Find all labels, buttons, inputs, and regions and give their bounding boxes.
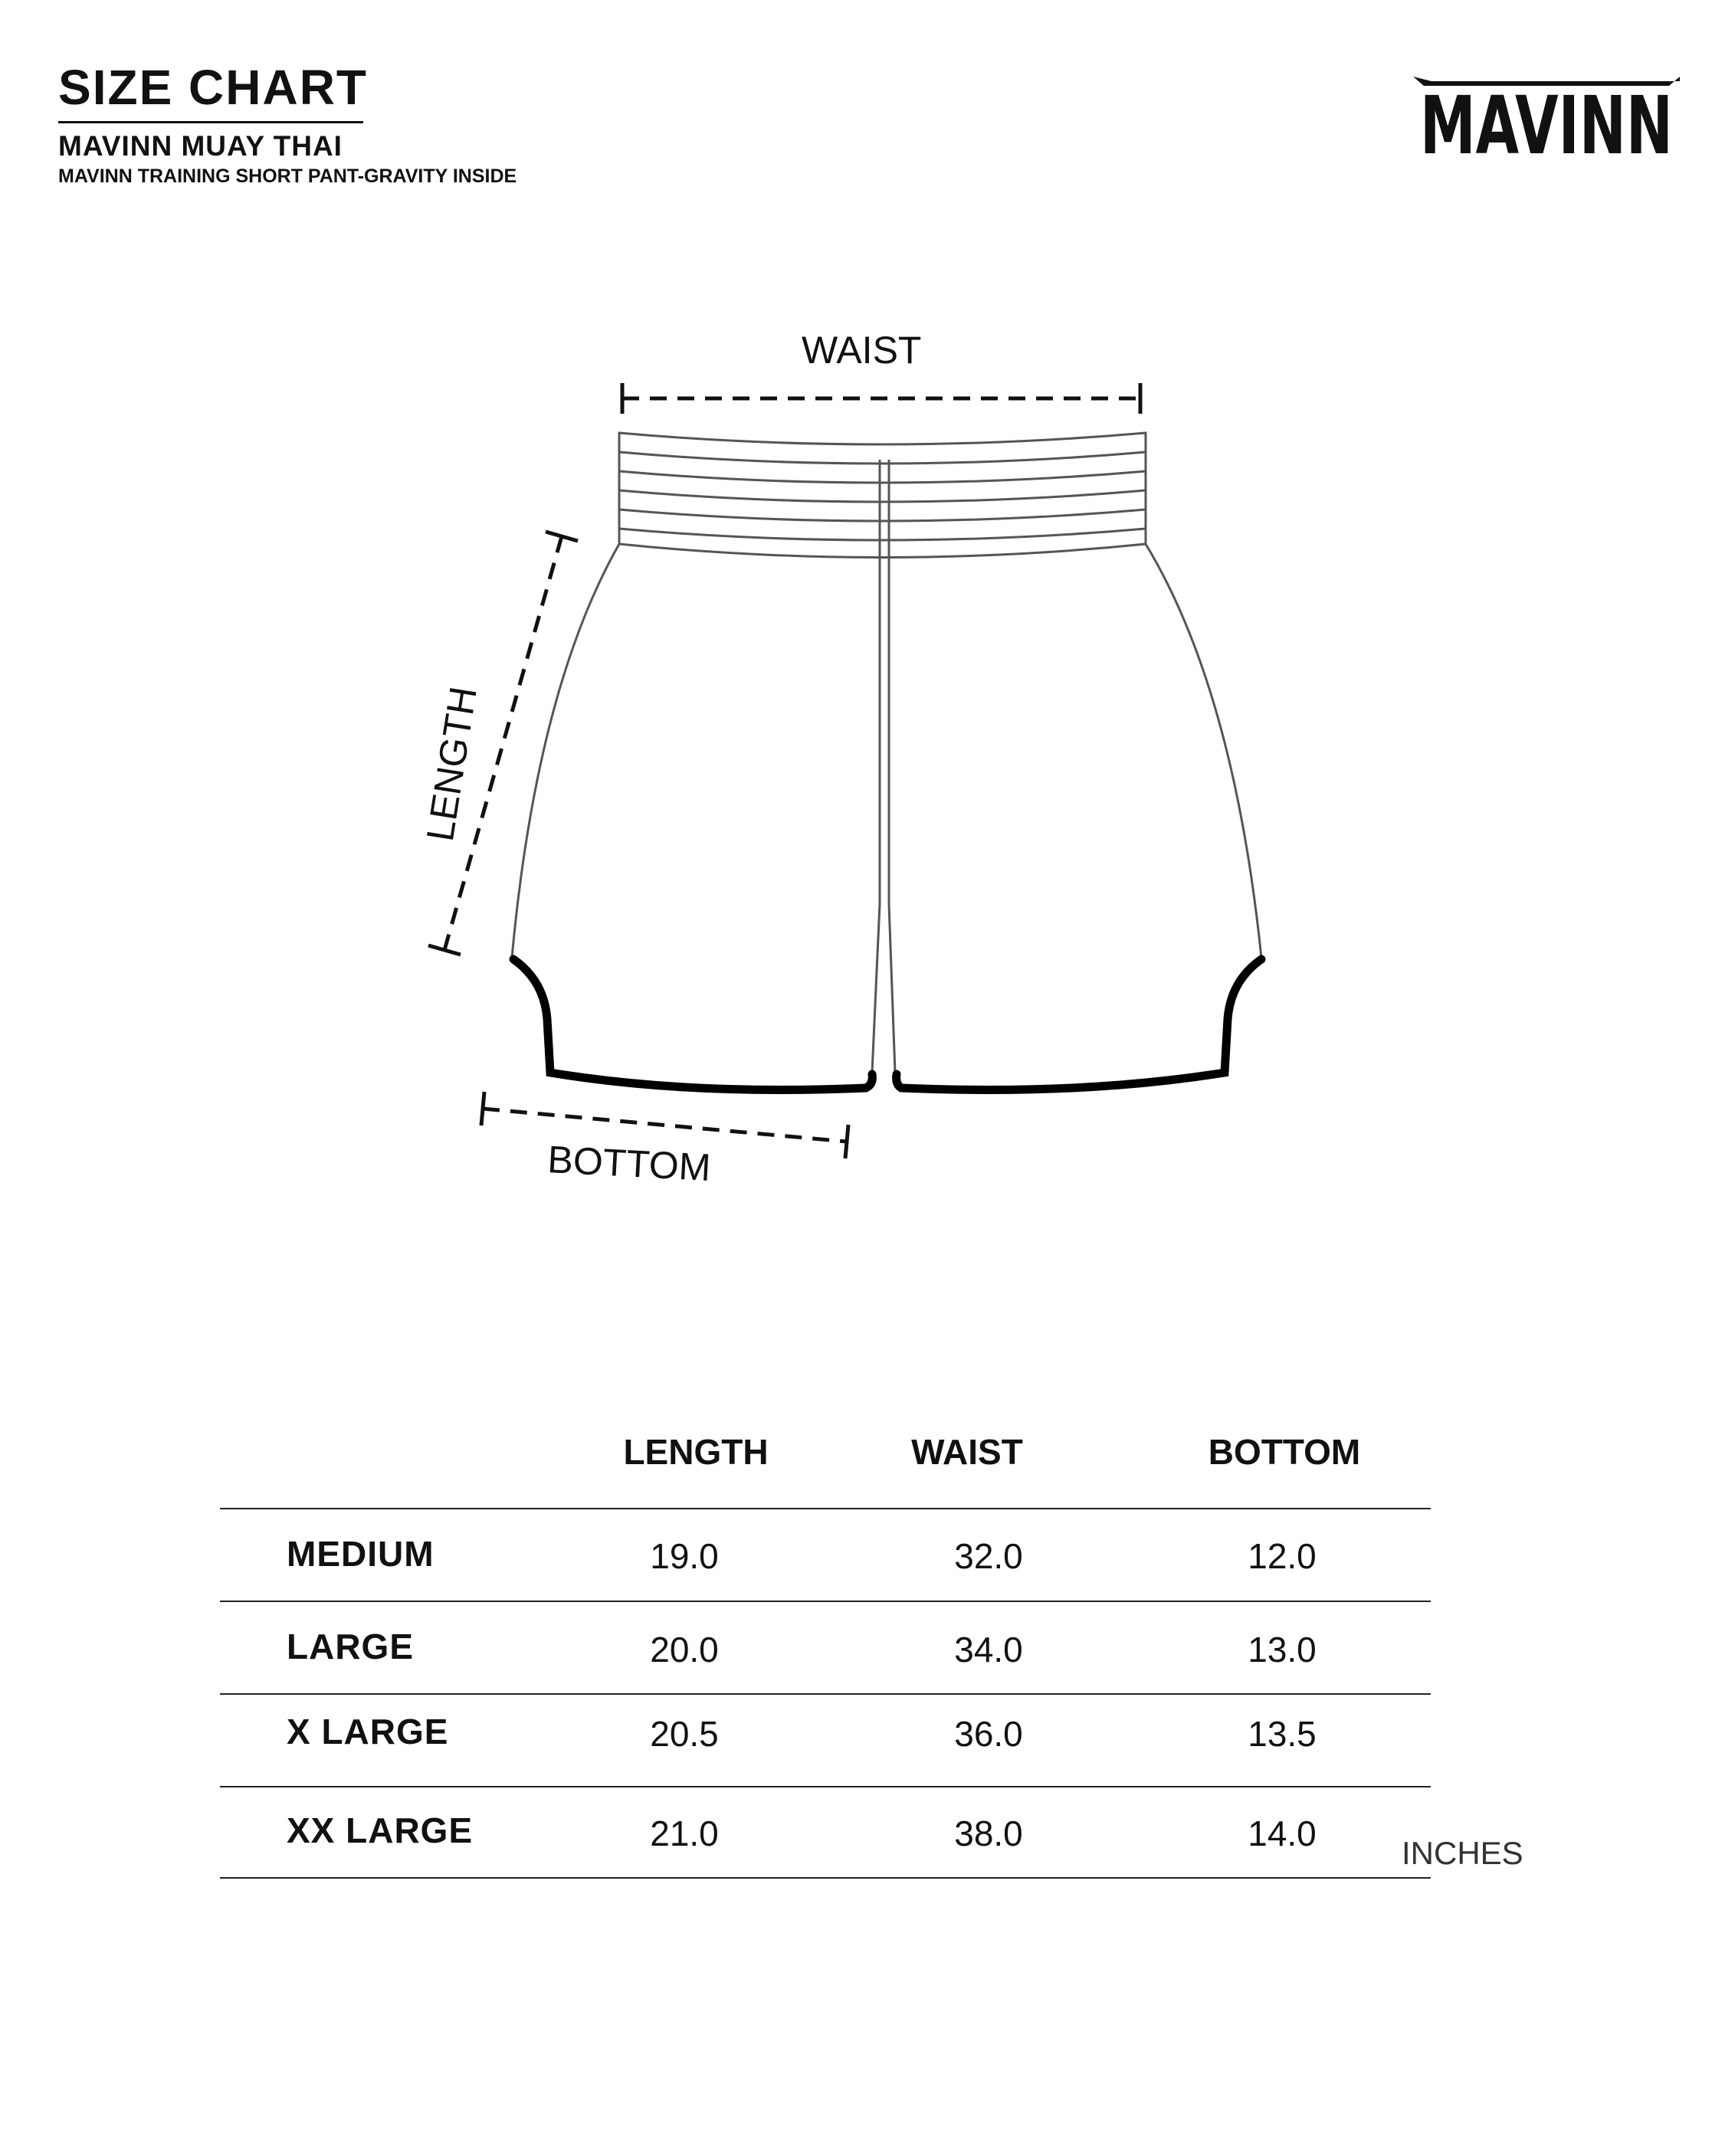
table-cell-bottom: 13.0 <box>1248 1630 1317 1669</box>
table-rule <box>220 1693 1431 1695</box>
table-rule <box>220 1877 1431 1879</box>
table-cell-waist: 38.0 <box>954 1814 1023 1853</box>
table-cell-length: 20.0 <box>650 1630 719 1669</box>
table-cell-bottom: 14.0 <box>1248 1814 1317 1853</box>
table-cell-waist: 32.0 <box>954 1536 1023 1576</box>
column-header-length: LENGTH <box>623 1432 769 1472</box>
page-title: SIZE CHART <box>58 60 368 115</box>
title-underline <box>58 121 363 123</box>
table-row-size: XX LARGE <box>287 1810 474 1850</box>
table-cell-length: 20.5 <box>650 1714 719 1754</box>
table-cell-bottom: 13.5 <box>1248 1714 1317 1754</box>
table-cell-bottom: 12.0 <box>1248 1536 1317 1576</box>
table-cell-waist: 34.0 <box>954 1630 1023 1669</box>
table-row-size: X LARGE <box>287 1712 449 1751</box>
table-cell-waist: 36.0 <box>954 1714 1023 1754</box>
table-cell-length: 19.0 <box>650 1536 719 1576</box>
table-row-size: LARGE <box>287 1627 414 1666</box>
logo-wordmark: MAVINN <box>1420 79 1673 170</box>
waist-label: WAIST <box>802 329 922 372</box>
column-header-bottom: BOTTOM <box>1208 1432 1361 1472</box>
hem <box>513 959 1261 1090</box>
product-name: MAVINN TRAINING SHORT PANT-GRAVITY INSIDE <box>58 165 517 187</box>
shorts-body <box>512 460 1261 1073</box>
table-rule <box>220 1601 1431 1602</box>
table-rule <box>220 1786 1431 1787</box>
table-rule <box>220 1508 1431 1509</box>
brand-logo <box>1409 63 1684 170</box>
waist-dimension <box>622 383 1140 414</box>
length-label: LENGTH <box>418 683 485 844</box>
bottom-label: BOTTOM <box>546 1138 712 1190</box>
brand-line: MAVINN MUAY THAI <box>58 130 343 162</box>
table-row-size: MEDIUM <box>287 1534 435 1574</box>
unit-label: INCHES <box>1402 1835 1523 1871</box>
waistband <box>619 433 1146 558</box>
column-header-waist: WAIST <box>911 1432 1023 1472</box>
table-cell-length: 21.0 <box>650 1814 719 1853</box>
